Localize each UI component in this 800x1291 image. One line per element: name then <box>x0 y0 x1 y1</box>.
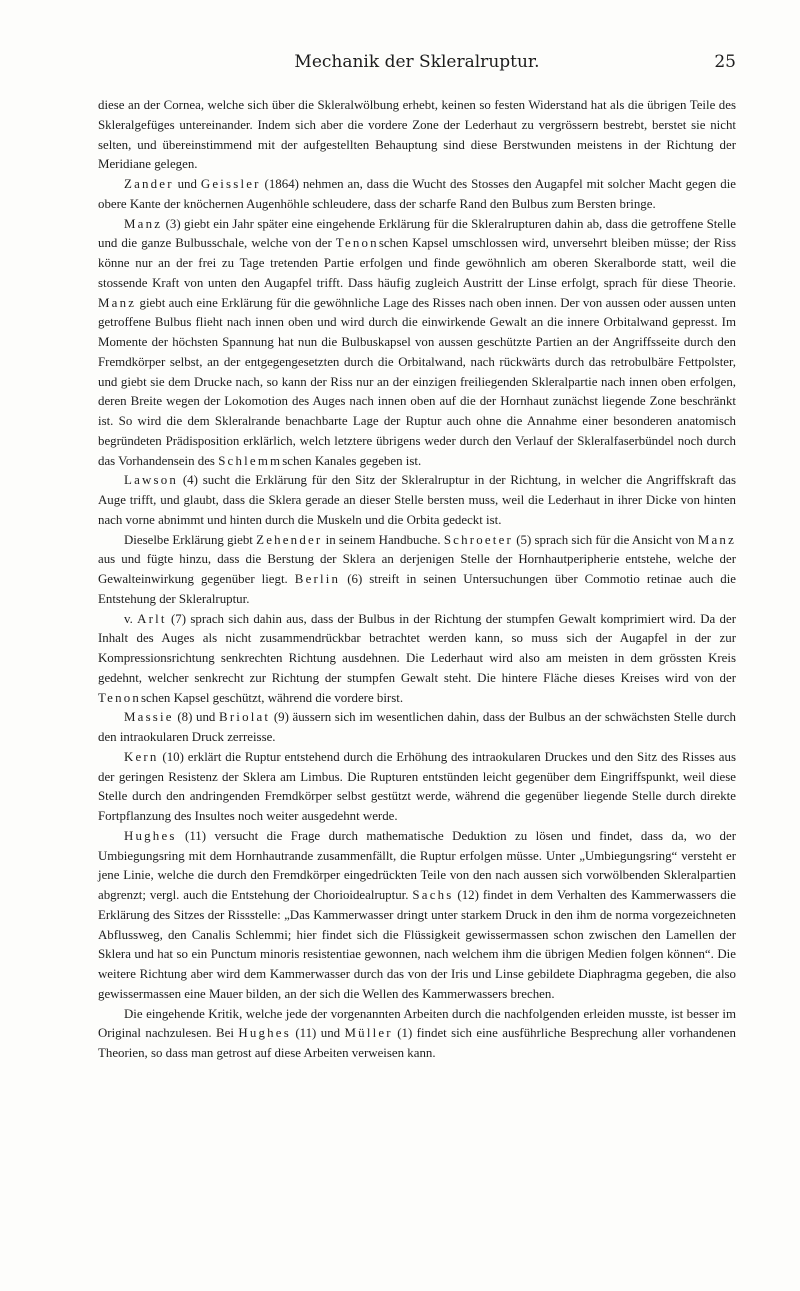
paragraph <box>98 175 736 215</box>
paragraph <box>98 610 736 709</box>
paragraph <box>98 827 736 1005</box>
author-name: Manz <box>697 532 736 547</box>
text-run: giebt auch eine Erklärung für die gewöhnliche Lage des Risses nach oben innen. Der von aussen oder aussen unten getroffene Bulbus flieht nach innen oben und wird durch die einwirkende Gewalt an die innere Orbitalwand gepresst. Im Momente der höchsten Spannung hat nun die Bulbuskapsel von aussen geschützte Partien an der Angriffsseite durch den Fremdkörper selbst, an der entgegengesetzten durch die Orbitalwand, nach rückwärts durch das retrobulbäre Fettpolster, und giebt sie dem Drucke nach, so kann der Riss nur an der einzigen freiliegenden Skleralpartie nach innen oben erfolgen, deren Breite wegen der Lokomotion des Auges nach innen oben auf die der Hornhaut zunächst liegende Zone beschränkt ist. So wird die dem Skleralrande benachbarte Lage der Ruptur auch ohne die Annahme einer besonderen anatomisch begründeten Prädisposition erklärlich, welch letztere übrigens weder durch den Verlauf der Skleralfaserbündel noch durch das Vorhandensein des <box>98 295 736 468</box>
text-run: diese an der Cornea, welche sich über die Skleralwölbung erhebt, keinen so festen Widerstand hat als die übrigen Teile des Skleralgefüges untereinander. Indem sich aber die vordere Zone der Lederhaut zu vergrössern bestrebt, berstet sie nicht selten, und übereinstimmend mit der aufgestellten Behauptung sind diese Berstwunden meistens in der Richtung der Meridiane gelegen. <box>98 98 736 172</box>
text-run: schen Kanales gegeben ist. <box>282 453 422 468</box>
author-name: Sachs <box>412 888 454 902</box>
author-name: Manz <box>124 216 163 231</box>
author-name: Zander <box>124 177 174 191</box>
paragraph <box>98 96 736 175</box>
text-run: Die eingehende Kritik, welche jede der vorgenannten Arbeiten durch die nachfolgenden erleiden musste, ist besser im Original nachzulesen. Bei <box>98 1006 736 1041</box>
author-name: Tenon <box>335 236 379 251</box>
text-run: (9) äussern sich im wesentlichen dahin, dass der Bulbus an der schwächsten Stelle durch den intraokularen Druck zerreisse. <box>98 710 736 744</box>
text-run: v. <box>124 611 138 626</box>
text-run: und <box>173 177 201 191</box>
author-name: Hughes <box>124 828 177 843</box>
author-name: Kern <box>124 749 159 764</box>
text-run: (11) und <box>290 1026 345 1041</box>
paragraph <box>98 1005 736 1064</box>
author-name: Arlt <box>137 611 167 626</box>
author-name: Manz <box>98 295 137 310</box>
author-name: Lawson <box>124 473 179 488</box>
text-run: aus und fügte hinzu, dass die Berstung der Sklera an derjenigen Stelle der Hornhautperipherie entstehe, welche der Gewalteinwirkung gegenüber liegt. <box>98 552 736 586</box>
author-name: Massie <box>124 710 174 725</box>
text-run: (8) und <box>173 710 220 725</box>
author-name: Tenon <box>98 690 142 705</box>
author-name: Schlemm <box>218 453 283 468</box>
body-text <box>98 96 736 1064</box>
text-run: (1864) nehmen an, dass die Wucht des Stosses den Augapfel mit solcher Macht gegen die obere Kante der knöchernen Augenhöhle schleudere, dass der scharfe Rand den Bulbus zum Bersten bringe. <box>98 177 736 211</box>
paragraph <box>98 748 736 827</box>
paragraph <box>98 531 736 610</box>
text-run: (6) streift in seinen Untersuchungen über Commotio retinae auch die Entstehung der Skleralruptur. <box>98 572 736 606</box>
page-number: 25 <box>714 52 736 72</box>
running-title: Mechanik der Skleralruptur. <box>294 52 540 72</box>
text-run: (4) sucht die Erklärung für den Sitz der Skleralruptur in der Richtung, in welcher die Angriffskraft das Auge trifft, und glaubt, dass die Sklera gerade an dieser Stelle bersten muss, weil die Lederhaut in ihrer Dicke von hinten nach vorne abnimmt und hinten durch die Muskeln und die Orbita gedeckt ist. <box>98 473 736 527</box>
text-run: in seinem Handbuche. <box>322 532 444 547</box>
text-run: (7) sprach sich dahin aus, dass der Bulbus in der Richtung der stumpfen Gewalt komprimiert wird. Da der Inhalt des Auges als nicht zusammendrückbar betrachtet werden kann, so muss sich der Augapfel in der zur Kompressionsrichtung senkrechten Richtung ausdehnen. Die Lederhaut wird also am meisten in dem grössten Kreis gedehnt, welcher senkrecht zur Richtung der stumpfen Gewalt steht. Die hintere Fläche dieses Kreises wird von der <box>98 611 736 685</box>
author-name: Müller <box>344 1026 393 1041</box>
author-name: Briolat <box>219 710 271 725</box>
text-run: (10) erklärt die Ruptur entstehend durch die Erhöhung des intraokularen Druckes und den Sitz des Risses aus der geringen Resistenz der Sklera am Limbus. Die Rupturen entstünden leicht gegenüber dem Eingriffspunkt, weil diese Stelle durch den andringenden Fremdkörper selbst gestützt werde, während die gegenüber liegende Stelle durch direkte Fortpflanzung des Insultes noch weiter ausgedehnt werde. <box>98 749 736 823</box>
text-run: (5) sprach sich für die Ansicht von <box>513 532 698 547</box>
paragraph <box>98 708 736 748</box>
author-name: Berlin <box>294 572 341 586</box>
text-run: (12) findet in dem Verhalten des Kammerwassers die Erklärung des Sitzes der Rissstelle: „Das Kammerwasser dringt unter starkem Druck in den ihm de norma vorgezeichneten Abflussweg, den Canalis Schlemmi; hier findet sich die Flüssigkeit gewissermassen schon zwischen den Lamellen der Sklera und hat so ein Punctum minoris resistentiae gewonnen, nach welchem ihm die übrigen Medien folgen können“. Die weitere Richtung aber wird dem Kammerwasser durch das von der Iris und Linse gebildete Diaphragma gegeben, die also gewissermassen eine Mauer bilden, an der sich die Wellen des Kammerwassers brechen. <box>98 888 737 1001</box>
author-name: Schroeter <box>443 532 514 547</box>
author-name: Geissler <box>200 177 261 191</box>
text-run: (1) findet sich eine ausführliche Besprechung aller vorhandenen Theorien, so dass man getrost auf diese Arbeiten verweisen kann. <box>98 1026 736 1060</box>
author-name: Hughes <box>238 1026 291 1041</box>
text-run: schen Kapsel umschlossen wird, unversehrt bleiben müsse; der Riss könne nur an der frei zu Tage tretenden Partie erfolgen und finde gewöhnlich am oberen Skeralborde statt, weil die stossende Kraft von unten den Augapfel trifft. Dass häufig zugleich Austritt der Linse erfolgt, sprach für diese Theorie. <box>98 236 736 290</box>
paragraph <box>98 215 736 472</box>
paragraph <box>98 471 736 530</box>
text-run: (11) versucht die Frage durch mathematische Deduktion zu lösen und findet, dass da, wo der Umbiegungsring mit dem Hornhautrande zusammenfällt, die Ruptur erfolgen müsse. Unter „Umbiegungsring“ versteht er jene Linie, welche die durch den Fremdkörper eingedrückten Teile von den nach aussen sich vorwölbenden Skleralpartien abgrenzt; vergl. auch die Entstehung der Chorioidealruptur. <box>98 828 736 902</box>
text-run: schen Kapsel geschützt, während die vordere birst. <box>141 690 404 705</box>
text-run: (3) giebt ein Jahr später eine eingehende Erklärung für die Skleralrupturen dahin ab, dass die getroffene Stelle und die ganze Bulbusschale, welche von der <box>98 216 736 251</box>
page-header <box>98 52 736 78</box>
text-run: Dieselbe Erklärung giebt <box>124 532 257 547</box>
author-name: Zehender <box>256 532 323 547</box>
